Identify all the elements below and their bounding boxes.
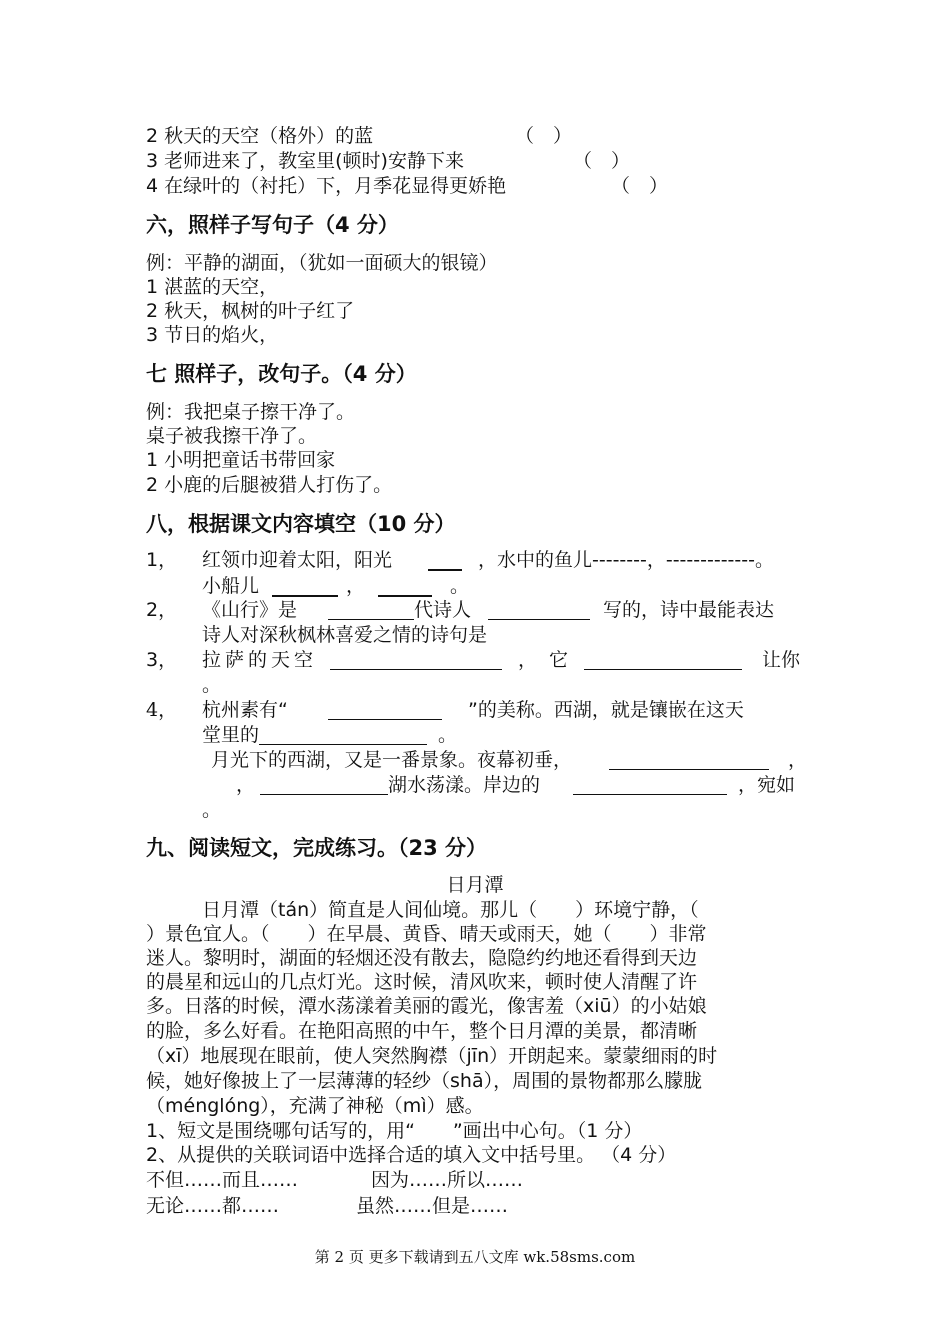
s8-q4-text-j: 。 [202, 799, 222, 821]
s8-q2-text-c: 写的，诗中最能表达 [603, 599, 775, 621]
passage-line: 候，她好像披上了一层薄薄的轻纱（shā），周围的景物都那么朦胧 [146, 1070, 703, 1092]
s8-q4-text-e: 月光下的西湖，又是一番景象。夜幕初垂， [211, 749, 573, 771]
s8-q3-text-c: 让你 [762, 649, 801, 671]
s8-q4-text-g: ， [236, 774, 256, 796]
s8-q4-blank-2[interactable] [259, 744, 427, 745]
s5-answer-3: （ ） [573, 150, 631, 172]
s8-heading: 八，根据课文内容填空（10 分） [146, 512, 456, 536]
s8-q3-blank-1[interactable] [330, 669, 502, 670]
s7-example-2: 桌子被我擦干净了。 [146, 425, 318, 447]
s8-q1-blank-1[interactable] [428, 569, 462, 571]
s8-q4-number: 4， [146, 699, 178, 721]
s8-q4-text-c: 堂里的 [202, 724, 260, 746]
s7-item-2: 2 小鹿的后腿被猎人打伤了。 [146, 474, 393, 496]
passage-line: （xī）地展现在眼前，使人突然胸襟（jīn）开朗起来。蒙蒙细雨的时 [146, 1045, 718, 1067]
s8-q1-text-e: 。 [450, 575, 470, 597]
s8-q4-text-i: ，宛如 [738, 774, 796, 796]
s8-q1-blank-3[interactable] [378, 595, 432, 597]
s8-q3-text-a: 拉萨的天空 [202, 649, 318, 671]
s8-q4-text-b: ”的美称。西湖，就是镶嵌在这天 [468, 699, 744, 721]
conjunction-option: 虽然……但是…… [356, 1195, 509, 1217]
s5-answer-2: （ ） [515, 125, 573, 147]
s7-heading: 七 照样子，改句子。（4 分） [146, 362, 417, 386]
s7-item-1: 1 小明把童话书带回家 [146, 449, 336, 471]
passage-line: （ménglóng），充满了神秘（mì）感。 [146, 1095, 484, 1117]
passage-line: ）景色宜人。（ ）在早晨、黄昏、晴天或雨天，她（ ）非常 [146, 923, 707, 945]
s8-q3-text-b: ，它 [518, 649, 581, 671]
passage-line: 迷人。黎明时，湖面的轻烟还没有散去，隐隐约约地还看得到天边 [146, 947, 698, 969]
s8-q3-blank-2[interactable] [584, 669, 742, 670]
s6-heading: 六，照样子写句子（4 分） [146, 213, 399, 237]
conjunction-option: 不但……而且…… [146, 1169, 299, 1191]
s5-item-3: 3 老师进来了，教室里(顿时)安静下来 [146, 150, 464, 172]
conjunction-option: 因为……所以…… [371, 1169, 524, 1191]
passage-title: 日月潭 [446, 874, 504, 896]
s8-q1-text-a: 红领巾迎着太阳，阳光 [202, 549, 393, 571]
s6-item-1: 1 湛蓝的天空， [146, 276, 279, 298]
s7-example: 例：我把桌子擦干净了。 [146, 401, 356, 423]
s8-q3-text-d: 。 [202, 674, 222, 696]
s6-item-2: 2 秋天，枫树的叶子红了 [146, 300, 355, 322]
passage-line: 多。日落的时候，潭水荡漾着美丽的霞光，像害羞（xiū）的小姑娘 [146, 995, 707, 1017]
s8-q1-text-c: 小船儿 [202, 575, 260, 597]
s8-q2-text-b: 代诗人 [414, 599, 472, 621]
s8-q2-blank-1[interactable] [328, 619, 414, 620]
page-footer: 第 2 页 更多下载请到五八文库 wk.58sms.com [314, 1248, 636, 1266]
s8-q2-text-a: 《山行》是 [202, 599, 298, 621]
s8-q4-blank-4[interactable] [260, 794, 388, 795]
s6-example: 例：平静的湖面，（犹如一面硕大的银镜） [146, 252, 498, 274]
passage-line: 的晨星和远山的几点灯光。这时候，清风吹来，顿时使人清醒了许 [146, 971, 698, 993]
s6-item-3: 3 节日的焰火， [146, 324, 279, 346]
s8-q2-number: 2， [146, 599, 178, 621]
s5-item-4: 4 在绿叶的（衬托）下，月季花显得更娇艳 [146, 175, 507, 197]
passage-line: 的脸，多么好看。在艳阳高照的中午，整个日月潭的美景，都清晰 [146, 1020, 698, 1042]
s8-q1-blank-2[interactable] [272, 595, 338, 597]
s8-q2-text-d: 诗人对深秋枫林喜爱之情的诗句是 [202, 624, 488, 646]
s8-q4-text-a: 杭州素有“ [202, 699, 288, 721]
s9-question-1: 1、短文是围绕哪句话写的，用“ ”画出中心句。（1 分） [146, 1120, 643, 1142]
conjunction-option: 无论……都…… [146, 1195, 280, 1217]
s8-q1-text-d: ， [346, 575, 366, 597]
s9-heading: 九、阅读短文，完成练习。（23 分） [146, 836, 488, 860]
s8-q1-text-b: ，水中的鱼儿--------，-------------。 [478, 549, 774, 571]
s8-q4-text-f: ， [788, 749, 808, 771]
s8-q3-number: 3， [146, 649, 178, 671]
s8-q2-blank-2[interactable] [488, 619, 590, 620]
s8-q4-text-d: 。 [438, 724, 458, 746]
s5-item-2: 2 秋天的天空（格外）的蓝 [146, 125, 374, 147]
passage-line: 日月潭（tán）简直是人间仙境。那儿（ ）环境宁静，（ [202, 899, 699, 921]
s8-q4-blank-3[interactable] [609, 769, 769, 770]
s9-question-2: 2、从提供的关联词语中选择合适的填入文中括号里。 （4 分） [146, 1144, 677, 1166]
s8-q1-number: 1， [146, 549, 178, 571]
s5-answer-4: （ ） [611, 175, 669, 197]
s8-q4-blank-5[interactable] [573, 794, 727, 795]
s8-q4-blank-1[interactable] [328, 719, 442, 720]
s8-q4-text-h: 湖水荡漾。岸边的 [388, 774, 541, 796]
